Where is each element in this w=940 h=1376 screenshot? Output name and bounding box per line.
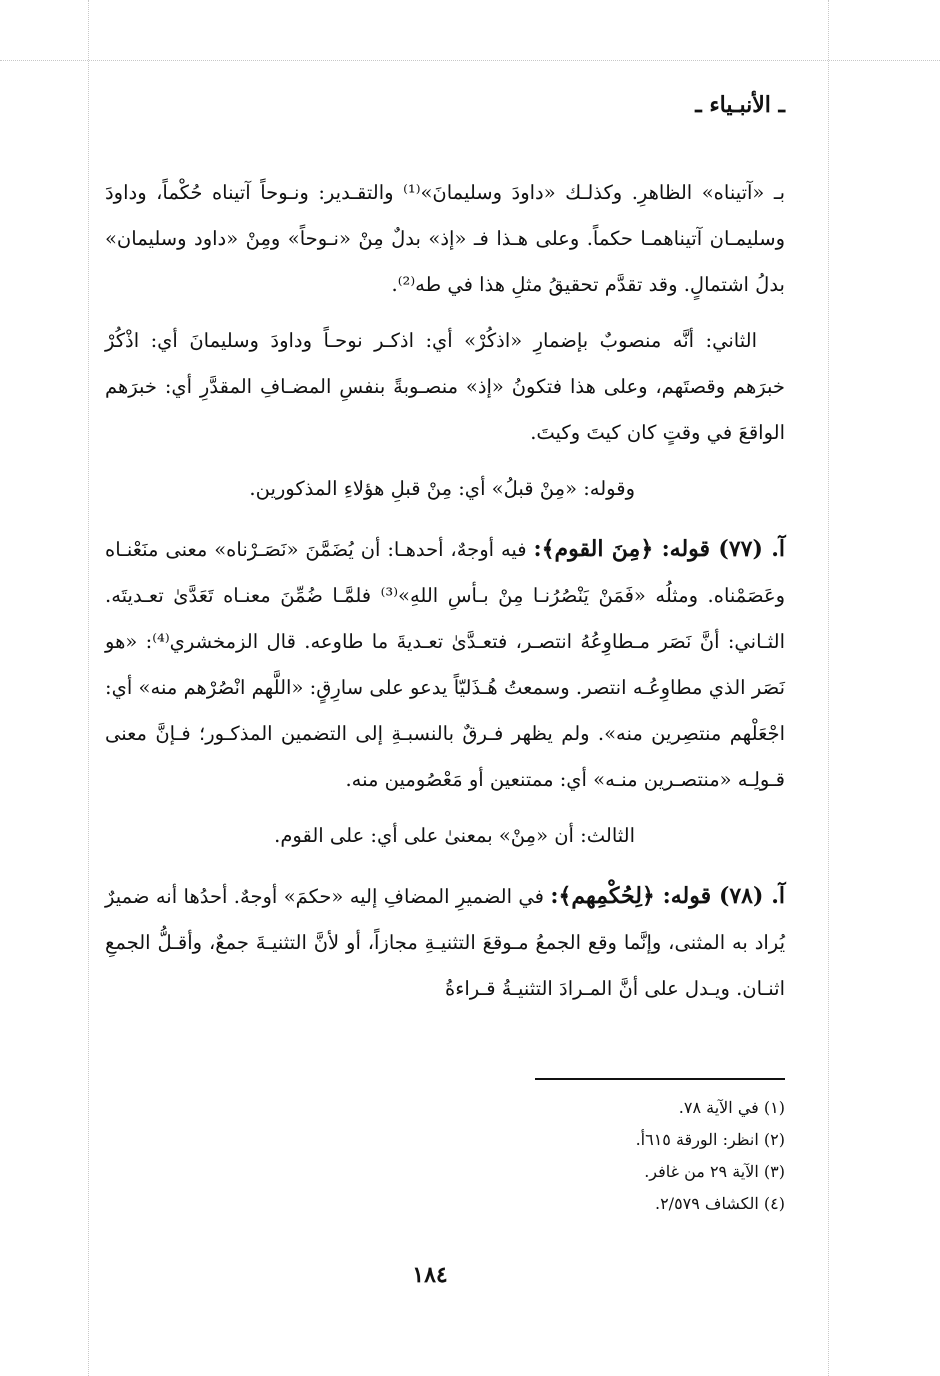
scan-guide-line — [828, 0, 829, 1376]
verse-77-commentary — [105, 526, 785, 803]
footnote-item: (٣) الآية ٢٩ من غافر. — [644, 1162, 785, 1181]
scan-guide-line — [88, 0, 89, 1376]
main-text — [105, 170, 785, 1012]
footnotes-list — [385, 1092, 785, 1220]
verse-78-text: في الضميرِ المضافِ إليه «حكمَ» أوجهٌ. أحدُها أنه ضميرٌ يُراد به المثنى، وإنَّما وقع الجمعُ مـوقعَ التثنيـةِ مجازاً، أو لأنَّ التثنيـةَ جمعٌ، وأقـلُّ الجمعِ اثنـان. ويـدل على أنَّ المـرادَ التثنيـةُ قـراءةُ — [105, 885, 785, 1000]
scan-guide-line — [0, 60, 940, 61]
running-header: ـ الأنبـياء ـ — [695, 92, 785, 118]
footnote-divider — [535, 1078, 785, 1080]
paragraph-2: الثاني: أنَّه منصوبٌ بإضمارِ «اذكُرْ» أي: اذكـر نوحـاً وداودَ وسليمانَ أي: اذْكُرْ خبرَهم وقصتَهم، وعلى هذا فتكونُ «إذ» منصـوبةً بنفسِ المضـافِ المقدَّرِ أي: خبرَهم الواقعَ في وقتٍ كان كيتَ وكيتَ. — [105, 329, 785, 444]
footnote-item: (١) في الآية ٧٨. — [678, 1098, 785, 1117]
footnote-item: (٤) الكشاف ٢/٥٧٩. — [654, 1194, 785, 1213]
verse-77-text: فيه أوجهٌ، أحدهـا: أن يُضَمَّنَ «نَصَـرْناه» معنى منَعْنـاه وعَصَمْناه. ومثلُه «فَمَنْ يَنْصُرُنـا مِنْ بـأسِ اللهِ»⁽³⁾ فلمَّـا ضُمِّنَ معنـاه تَعَدَّىٰ تعـديتَه. الثـاني: أنَّ نَصَر مـطاوِعُهُ انتصـر، فتعـدَّىٰ تعـديةَ ما طاوعه. قال الزمخشري⁽⁴⁾: «هو نَصَر الذي مطاوِعُـه انتصر. وسمعتُ هُـذَليّاً يدعو على سارِقٍ: «اللَّهم انْصُرْهم منه» أي: اجْعَلْهم منتصِرين منه». ولم يظهر فـرقٌ بالنسبـةِ إلى التضمين المذكـور؛ فـإنَّ معنى قـولِـه «منتصـرين منـه» أي: ممتنعين أو مَعْصُومين منه. — [105, 538, 786, 791]
verse-78-commentary — [105, 873, 785, 1012]
paragraph-4: الثالث: أن «مِنْ» بمعنىٰ على أي: على القوم. — [274, 824, 635, 847]
paragraph-1: بـ «آتيناه» الظاهرِ. وكذلـك «داودَ وسليمانَ»⁽¹⁾ والتقـدير: ونـوحاً آتيناه حُكْماً، وداودَ وسليمـان آتيناهمـا حكماً. وعلى هـذا فـ «إذ» بدلٌ مِنْ «نـوحاً» ومِنْ «داود وسليمان» بدلُ اشتمالٍ. وقد تقدَّم تحقيقُ مثلِ هذا في طه⁽²⁾. — [105, 181, 785, 296]
verse-77-heading: آ. (٧٧) قوله: ﴿مِنَ القوم﴾: — [533, 536, 785, 562]
page-number: ١٨٤ — [412, 1262, 448, 1288]
paragraph-3: وقوله: «مِنْ قبلُ» أي: مِنْ قبلِ هؤلاءِ المذكورين. — [249, 477, 635, 500]
verse-78-heading: آ. (٧٨) قوله: ﴿لِحُكْمِهم﴾: — [550, 883, 786, 909]
footnote-item: (٢) انظر: الورقة ٦١٥أ. — [635, 1130, 785, 1149]
